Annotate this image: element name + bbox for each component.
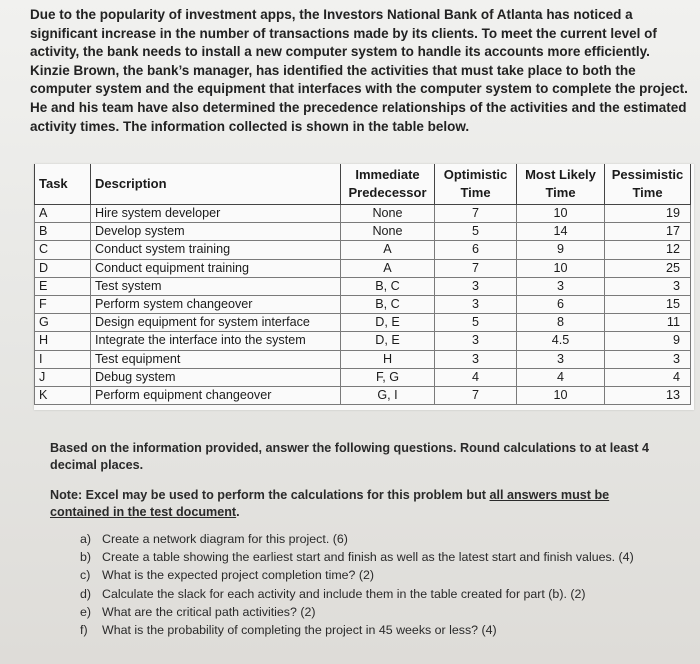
question-label: a)	[80, 532, 92, 546]
predecessor-cell: D, E	[341, 332, 435, 350]
table-row	[35, 277, 691, 295]
predecessor-cell: G, I	[341, 386, 435, 404]
most-likely-cell: 9	[517, 241, 605, 259]
optimistic-cell: 5	[435, 314, 517, 332]
header-optimistic-line2: Time	[460, 185, 491, 200]
table-row	[35, 386, 691, 404]
most-likely-cell: 8	[517, 314, 605, 332]
optimistic-cell: 5	[435, 223, 517, 241]
most-likely-cell: 14	[517, 223, 605, 241]
description-cell: Test equipment	[91, 350, 341, 368]
task-cell: G	[35, 314, 91, 332]
predecessor-cell: D, E	[341, 314, 435, 332]
optimistic-cell: 3	[435, 332, 517, 350]
table-row	[35, 205, 691, 223]
header-predecessor-line1: Immediate	[355, 167, 420, 182]
header-predecessor	[341, 164, 435, 205]
task-cell: B	[35, 223, 91, 241]
optimistic-cell: 7	[435, 259, 517, 277]
predecessor-cell: A	[341, 259, 435, 277]
header-task: Task	[35, 164, 91, 205]
header-description: Description	[91, 164, 341, 205]
pessimistic-cell: 25	[605, 259, 691, 277]
question-item	[80, 530, 680, 548]
question-list	[80, 530, 680, 639]
table-row	[35, 259, 691, 277]
question-label: e)	[80, 604, 92, 619]
predecessor-cell: B, C	[341, 295, 435, 313]
table-row	[35, 332, 691, 350]
question-text: Calculate the slack for each activity and include them in the table created for part (b). (2)	[102, 586, 586, 601]
header-pessimistic-line1: Pessimistic	[611, 167, 684, 182]
question-item	[80, 585, 680, 603]
pessimistic-cell: 4	[605, 368, 691, 386]
description-cell: Develop system	[91, 223, 341, 241]
description-cell: Perform equipment changeover	[91, 386, 341, 404]
description-cell: Design equipment for system interface	[91, 314, 341, 332]
pessimistic-cell: 15	[605, 295, 691, 313]
task-cell: H	[35, 332, 91, 350]
predecessor-cell: H	[341, 350, 435, 368]
question-label: b)	[80, 550, 92, 565]
header-most-likely-line1: Most Likely	[525, 167, 596, 182]
task-cell: D	[35, 259, 91, 277]
header-most-likely-line2: Time	[545, 185, 576, 200]
task-cell: J	[35, 368, 91, 386]
task-cell: C	[35, 241, 91, 259]
description-cell: Hire system developer	[91, 205, 341, 223]
header-optimistic-line1: Optimistic	[443, 167, 508, 182]
pessimistic-cell: 11	[605, 314, 691, 332]
optimistic-cell: 3	[435, 295, 517, 313]
question-text: What is the expected project completion time? (2)	[102, 568, 375, 583]
most-likely-cell: 10	[517, 205, 605, 223]
note-text: Note: Excel may be used to perform the calculations for this problem but	[50, 488, 490, 502]
optimistic-cell: 4	[435, 368, 517, 386]
activity-table-container	[34, 164, 694, 410]
pessimistic-cell: 13	[605, 386, 691, 404]
note-period: .	[236, 505, 240, 519]
most-likely-cell: 10	[517, 386, 605, 404]
predecessor-cell: None	[341, 205, 435, 223]
question-text: Create a network diagram for this project. (6)	[102, 532, 348, 546]
header-predecessor-line2: Predecessor	[348, 185, 427, 200]
table-row	[35, 223, 691, 241]
most-likely-cell: 6	[517, 295, 605, 313]
pessimistic-cell: 3	[605, 350, 691, 368]
task-cell: K	[35, 386, 91, 404]
description-cell: Conduct system training	[91, 241, 341, 259]
description-cell: Perform system changeover	[91, 295, 341, 313]
predecessor-cell: None	[341, 223, 435, 241]
most-likely-cell: 3	[517, 277, 605, 295]
task-cell: F	[35, 295, 91, 313]
question-item	[80, 566, 680, 584]
table-row	[35, 241, 691, 259]
question-text: What is the probability of completing the project in 45 weeks or less? (4)	[102, 623, 497, 638]
predecessor-cell: B, C	[341, 277, 435, 295]
table-row	[35, 350, 691, 368]
optimistic-cell: 3	[435, 277, 517, 295]
description-cell: Test system	[91, 277, 341, 295]
pessimistic-cell: 9	[605, 332, 691, 350]
task-cell: A	[35, 205, 91, 223]
most-likely-cell: 3	[517, 350, 605, 368]
pessimistic-cell: 19	[605, 205, 691, 223]
optimistic-cell: 7	[435, 386, 517, 404]
most-likely-cell: 4	[517, 368, 605, 386]
optimistic-cell: 6	[435, 241, 517, 259]
note-paragraph	[50, 487, 670, 521]
table-row	[35, 368, 691, 386]
question-item	[80, 603, 680, 621]
description-cell: Debug system	[91, 368, 341, 386]
header-most-likely	[517, 164, 605, 205]
optimistic-cell: 3	[435, 350, 517, 368]
predecessor-cell: A	[341, 241, 435, 259]
description-cell: Conduct equipment training	[91, 259, 341, 277]
optimistic-cell: 7	[435, 205, 517, 223]
pessimistic-cell: 12	[605, 241, 691, 259]
task-cell: I	[35, 350, 91, 368]
header-pessimistic	[605, 164, 691, 205]
task-cell: E	[35, 277, 91, 295]
question-label: d)	[80, 586, 92, 601]
activity-table-body	[35, 205, 691, 405]
question-label: f)	[80, 623, 88, 638]
question-item	[80, 621, 680, 639]
intro-paragraph: Due to the popularity of investment apps, the Investors National Bank of Atlanta has noticed a significant increase in the number of transactions made by its clients. To meet the current level of activity, the bank needs to install a new computer system to handle its accounts more efficiently. Kinzie Brown, the bank’s manager, has identified the activities that must take place to both the computer system and the equipment that interfaces with the computer system to complete the project. He and his team have also determined the precedence relationships of the activities and the estimated activity times. The information collected is shown in the table below.	[30, 7, 688, 134]
predecessor-cell: F, G	[341, 368, 435, 386]
question-text: Create a table showing the earliest start and finish as well as the latest start and finish values. (4)	[102, 550, 634, 565]
pessimistic-cell: 3	[605, 277, 691, 295]
table-row	[35, 314, 691, 332]
note-underlined-text: all answers must be contained in the test document	[50, 488, 610, 519]
instructions-paragraph: Based on the information provided, answer the following questions. Round calculations to at least 4 decimal places.	[50, 441, 649, 472]
activity-table	[34, 164, 691, 405]
header-optimistic	[435, 164, 517, 205]
most-likely-cell: 4.5	[517, 332, 605, 350]
table-header-row	[35, 164, 691, 205]
most-likely-cell: 10	[517, 259, 605, 277]
question-text: What are the critical path activities? (2)	[102, 604, 316, 619]
pessimistic-cell: 17	[605, 223, 691, 241]
description-cell: Integrate the interface into the system	[91, 332, 341, 350]
question-label: c)	[80, 568, 91, 583]
question-item	[80, 548, 680, 566]
header-pessimistic-line2: Time	[632, 185, 663, 200]
table-row	[35, 295, 691, 313]
